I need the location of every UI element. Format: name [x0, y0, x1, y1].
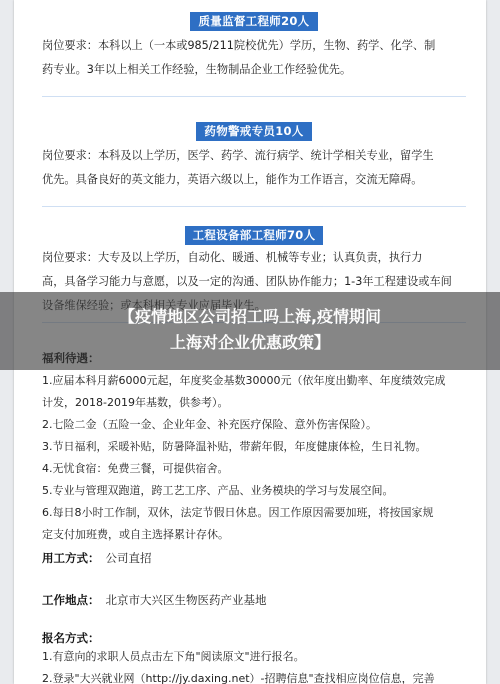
- list-item: 2.登录"大兴就业网（http://jy.daxing.net）-招聘信息"查找相应岗位信息，完善: [42, 672, 435, 684]
- para-line: 岗位要求：大专及以上学历，自动化、暖通、机械等专业；认真负责，执行力: [42, 251, 423, 264]
- section-title-pharmacovigilance: [42, 120, 466, 141]
- location-label: 工作地点：: [42, 593, 100, 607]
- location-row: [42, 592, 267, 608]
- para-line: 高，具备学习能力与意愿，以及一定的沟通、团队协作能力；1-3年工程建设或车间: [42, 275, 452, 288]
- section-title-pill: 药物警戒专员10人: [196, 122, 311, 141]
- para-line: 优先。具备良好的英文能力，英语六级以上，能作为工作语言，交流无障碍。: [42, 173, 423, 186]
- divider: [42, 206, 466, 207]
- list-item: 计发，2018-2019年基数，供参考）。: [42, 396, 229, 409]
- section-desc-pharmacovigilance: [42, 144, 466, 192]
- article-title-overlay[interactable]: [0, 292, 500, 370]
- section-desc-quality: [42, 34, 466, 82]
- location-value: 北京市大兴区生物医药产业基地: [105, 593, 267, 607]
- article-title-line-2: 上海对企业优惠政策】: [169, 333, 330, 352]
- employment-value: 公司直招: [105, 551, 152, 565]
- section-title-pill: 质量监督工程师20人: [190, 12, 317, 31]
- list-item: 2.七险二金（五险一金、企业年金、补充医疗保险、意外伤害保险）。: [42, 418, 377, 431]
- divider: [42, 96, 466, 97]
- list-item: 5.专业与管理双跑道，跨工艺工序、产品、业务模块的学习与发展空间。: [42, 484, 394, 497]
- section-title-engineering: [42, 224, 466, 245]
- list-item: 1.有意向的求职人员点击左下角"阅读原文"进行报名。: [42, 650, 305, 663]
- apply-list: [42, 646, 466, 684]
- list-item: 4.无忧食宿：免费三餐，可提供宿舍。: [42, 462, 229, 475]
- para-line: 药专业。3年以上相关工作经验，生物制品企业工作经验优先。: [42, 63, 352, 76]
- benefits-list: [42, 370, 466, 546]
- employment-row: [42, 550, 152, 566]
- list-item: 6.每日8小时工作制，双休，法定节假日休息。因工作原因需要加班，将按国家规: [42, 506, 434, 519]
- list-item: 1.应届本科月薪6000元起，年度奖金基数30000元（依年度出勤率、年度绩效完成: [42, 374, 446, 387]
- list-item: 3.节日福利，采暖补贴，防暑降温补贴，带薪年假，年度健康体检，生日礼物。: [42, 440, 427, 453]
- list-item: 定支付加班费，或自主选择累计存休。: [42, 528, 229, 541]
- section-title-quality: [42, 10, 466, 31]
- apply-heading: 报名方式：: [42, 631, 100, 645]
- section-title-pill: 工程设备部工程师70人: [185, 226, 324, 245]
- para-line: 岗位要求：本科以上（一本或985/211院校优先）学历，生物、药学、化学、制: [42, 39, 436, 52]
- employment-label: 用工方式：: [42, 551, 100, 565]
- article-title-line-1: 【疫情地区公司招工吗上海,疫情期间: [118, 307, 382, 326]
- para-line: 岗位要求：本科及以上学历，医学、药学、流行病学、统计学相关专业，留学生: [42, 149, 434, 162]
